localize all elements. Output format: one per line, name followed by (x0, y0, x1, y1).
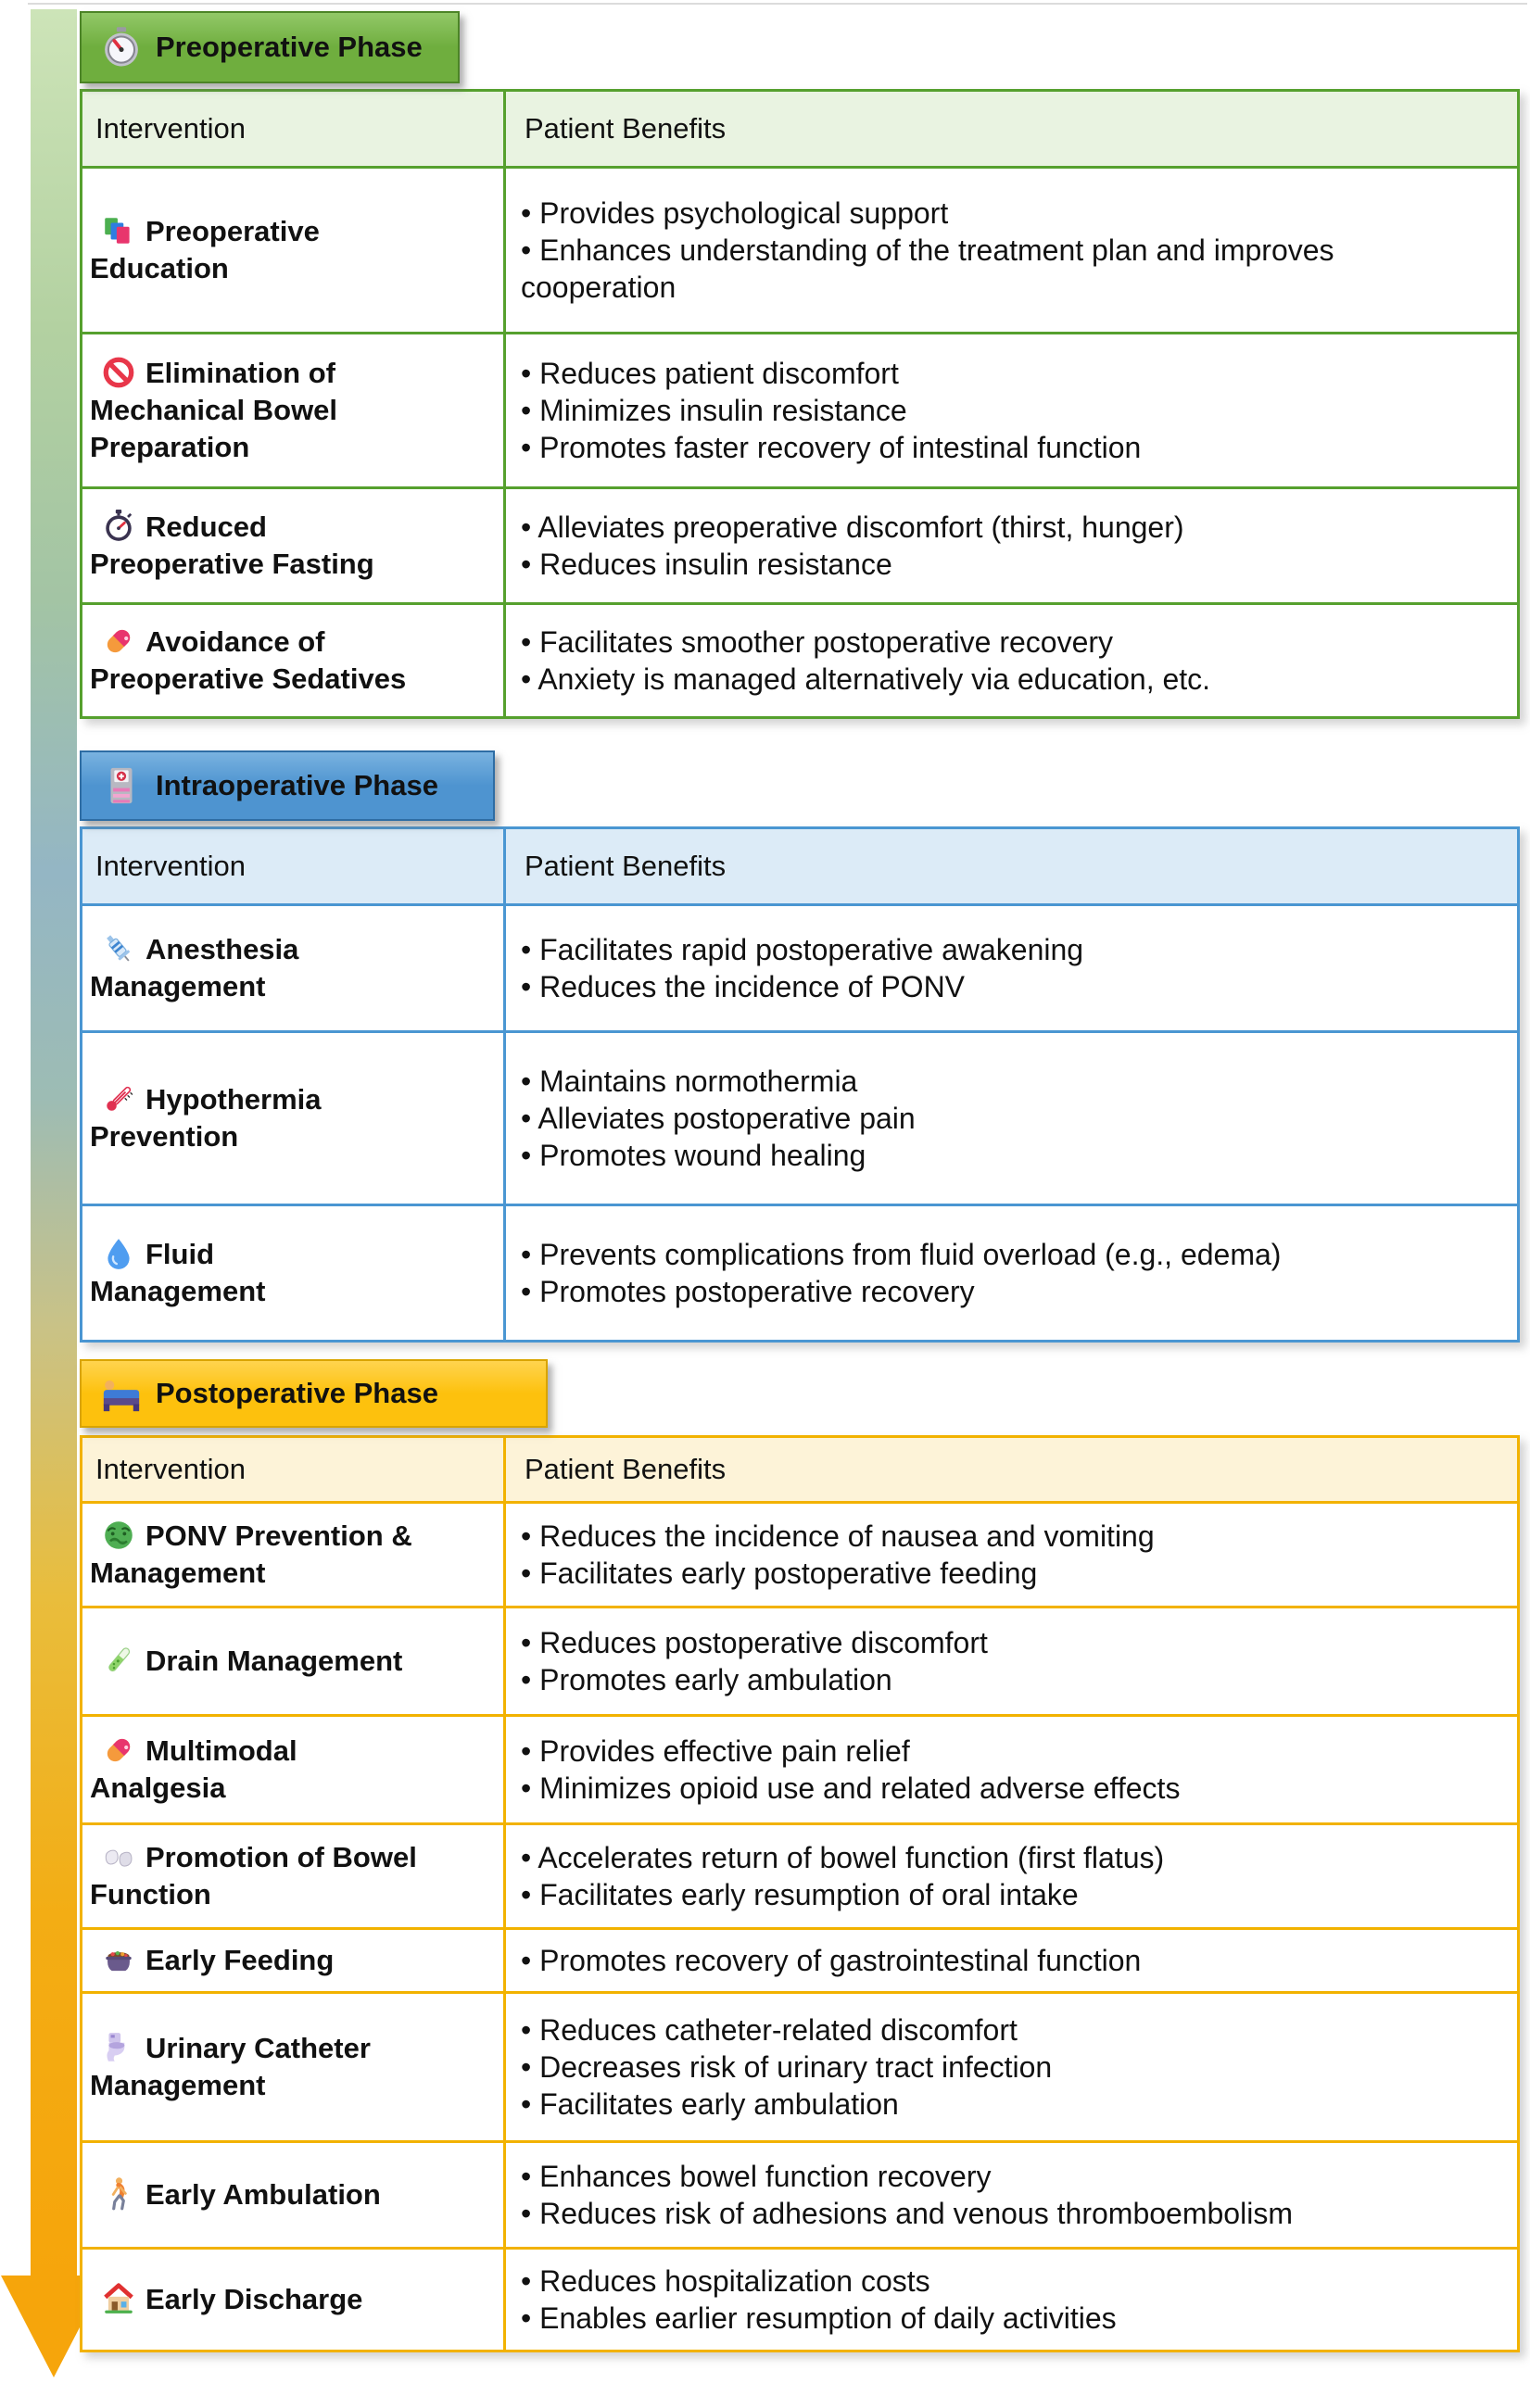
phase-section-preoperative (80, 11, 1520, 719)
benefit-item: • Promotes postoperative recovery (521, 1273, 975, 1310)
phase-header-intraoperative (80, 750, 495, 821)
house-icon (101, 2281, 136, 2316)
phase-title: Intraoperative Phase (156, 769, 438, 801)
capsule-icon (101, 1733, 136, 1768)
intervention-cell (82, 2143, 503, 2247)
intervention-cell (82, 605, 503, 716)
phase-table-preoperative (80, 89, 1520, 719)
intervention-cell (82, 1206, 503, 1340)
phase-header-preoperative (80, 11, 460, 83)
benefit-item: • Facilitates early postoperative feeding (521, 1555, 1037, 1592)
bed-icon (100, 1372, 143, 1415)
benefit-item: • Provides psychological support (521, 195, 948, 232)
table-row (82, 2140, 1517, 2247)
benefits-cell (503, 1504, 1517, 1606)
table-row (82, 332, 1517, 486)
benefit-item: • Enhances understanding of the treatment plan and improves cooperation (521, 232, 1461, 306)
benefit-item: • Reduces patient discomfort (521, 355, 899, 392)
table-row (82, 1714, 1517, 1822)
capsule-icon (101, 624, 136, 659)
table-row (82, 166, 1517, 332)
benefit-item: • Promotes early ambulation (521, 1661, 892, 1698)
stopwatch-icon (101, 509, 136, 544)
nauseated-face-icon (101, 1518, 136, 1553)
benefit-item: • Prevents complications from fluid overload (e.g., edema) (521, 1236, 1281, 1273)
table-row (82, 1991, 1517, 2140)
intervention-name: Drain Management (90, 1643, 402, 1680)
table-row (82, 1927, 1517, 1991)
thermometer-icon (101, 1081, 136, 1116)
table-row (82, 1606, 1517, 1714)
no-entry-icon (101, 355, 136, 390)
table-row (82, 1501, 1517, 1606)
benefits-cell (503, 605, 1517, 716)
phase-table-intraoperative (80, 826, 1520, 1343)
benefits-cell (503, 169, 1517, 332)
benefit-item: • Reduces the incidence of nausea and vomiting (521, 1518, 1155, 1555)
benefits-cell (503, 1717, 1517, 1822)
intervention-name: Avoidance of Preoperative Sedatives (90, 624, 407, 695)
intervention-name: Anesthesia Management (90, 932, 299, 1002)
syringe-icon (101, 931, 136, 966)
toilet-icon (101, 2030, 136, 2065)
phases-container (80, 11, 1520, 2352)
phase-header-postoperative (80, 1359, 548, 1428)
intervention-cell (82, 906, 503, 1030)
intervention-cell (82, 1930, 503, 1991)
intervention-cell (82, 169, 503, 332)
benefits-cell (503, 1033, 1517, 1204)
books-icon (101, 213, 136, 248)
intervention-cell (82, 1033, 503, 1204)
phase-title: Preoperative Phase (156, 31, 423, 63)
benefits-cell (503, 1608, 1517, 1714)
phase-section-intraoperative (80, 750, 1520, 1343)
intervention-cell (82, 1504, 503, 1606)
table-row (82, 1822, 1517, 1927)
intervention-cell (82, 489, 503, 602)
benefits-cell (503, 1994, 1517, 2140)
table-row (82, 486, 1517, 602)
food-pot-icon (101, 1942, 136, 1977)
benefit-item: • Decreases risk of urinary tract infection (521, 2049, 1052, 2086)
benefit-item: • Alleviates postoperative pain (521, 1100, 916, 1137)
column-header-intervention: Intervention (82, 1438, 503, 1501)
benefit-item: • Facilitates smoother postoperative recovery (521, 624, 1113, 661)
benefit-item: • Alleviates preoperative discomfort (thirst, hunger) (521, 509, 1184, 546)
column-header-intervention: Intervention (82, 829, 503, 903)
column-header-intervention: Intervention (82, 92, 503, 166)
benefits-cell (503, 1206, 1517, 1340)
intervention-name: Reduced Preoperative Fasting (90, 510, 374, 580)
column-header-patient-benefits: Patient Benefits (503, 829, 1517, 903)
phase-section-postoperative (80, 1359, 1520, 2352)
intervention-name: Promotion of Bowel Function (90, 1840, 417, 1910)
benefit-item: • Enables earlier resumption of daily activities (521, 2300, 1117, 2337)
benefit-item: • Minimizes insulin resistance (521, 392, 907, 429)
benefit-item: • Minimizes opioid use and related adverse effects (521, 1770, 1180, 1807)
benefit-item: • Provides effective pain relief (521, 1733, 910, 1770)
benefit-item: • Promotes recovery of gastrointestinal function (521, 1942, 1141, 1979)
phase-title: Postoperative Phase (156, 1377, 438, 1409)
table-row (82, 602, 1517, 716)
intervention-name: Early Ambulation (90, 2176, 381, 2213)
phase-table-postoperative (80, 1435, 1520, 2352)
column-header-patient-benefits: Patient Benefits (503, 1438, 1517, 1501)
intervention-cell (82, 2250, 503, 2350)
timer-icon (100, 26, 143, 69)
benefit-item: • Anxiety is managed alternatively via education, etc. (521, 661, 1210, 698)
benefits-cell (503, 2250, 1517, 2350)
benefit-item: • Enhances bowel function recovery (521, 2158, 991, 2195)
benefit-item: • Reduces risk of adhesions and venous thromboembolism (521, 2195, 1293, 2232)
intervention-cell (82, 1717, 503, 1822)
benefit-item: • Maintains normothermia (521, 1063, 857, 1100)
benefit-item: • Facilitates early resumption of oral intake (521, 1876, 1079, 1913)
table-header-row (82, 829, 1517, 903)
benefits-cell (503, 2143, 1517, 2247)
table-row (82, 1030, 1517, 1204)
benefits-cell (503, 334, 1517, 486)
intervention-name: Preoperative Education (90, 214, 320, 284)
benefit-item: • Accelerates return of bowel function (first flatus) (521, 1839, 1164, 1876)
benefit-item: • Reduces insulin resistance (521, 546, 892, 583)
table-header-row (82, 92, 1517, 166)
table-row (82, 1204, 1517, 1340)
benefits-cell (503, 1930, 1517, 1991)
benefit-item: • Promotes faster recovery of intestinal function (521, 429, 1141, 466)
column-header-patient-benefits: Patient Benefits (503, 92, 1517, 166)
benefits-cell (503, 1825, 1517, 1927)
intervention-name: Urinary Catheter Management (90, 2031, 371, 2101)
benefit-item: • Reduces hospitalization costs (521, 2263, 930, 2300)
benefit-item: • Facilitates rapid postoperative awakening (521, 931, 1083, 968)
droplet-icon (101, 1236, 136, 1271)
benefit-item: • Facilitates early ambulation (521, 2086, 899, 2123)
intervention-cell (82, 1994, 503, 2140)
benefit-item: • Reduces the incidence of PONV (521, 968, 965, 1005)
test-tube-icon (101, 1643, 136, 1678)
intervention-name: Elimination of Mechanical Bowel Preparation (90, 356, 338, 464)
intervention-name: Early Discharge (90, 2281, 362, 2318)
benefit-item: • Promotes wound healing (521, 1137, 866, 1174)
table-header-row (82, 1438, 1517, 1501)
anesthesia-machine-icon (100, 764, 143, 807)
table-row (82, 2247, 1517, 2350)
intervention-name: Early Feeding (90, 1942, 334, 1979)
chewing-gum-icon (101, 1839, 136, 1874)
benefits-cell (503, 906, 1517, 1030)
intervention-name: PONV Prevention & Management (90, 1519, 412, 1589)
intervention-name: Fluid Management (90, 1237, 266, 1307)
intervention-cell (82, 1608, 503, 1714)
intervention-name: Multimodal Analgesia (90, 1734, 297, 1804)
figure-top-rule (28, 3, 1527, 5)
benefit-item: • Reduces catheter-related discomfort (521, 2011, 1018, 2049)
benefits-cell (503, 489, 1517, 602)
table-row (82, 903, 1517, 1030)
intervention-cell (82, 334, 503, 486)
walking-person-icon (101, 2176, 136, 2212)
intervention-cell (82, 1825, 503, 1927)
benefit-item: • Reduces postoperative discomfort (521, 1624, 988, 1661)
intervention-name: Hypothermia Prevention (90, 1082, 322, 1153)
timeline-arrow-shaft (31, 9, 77, 2277)
